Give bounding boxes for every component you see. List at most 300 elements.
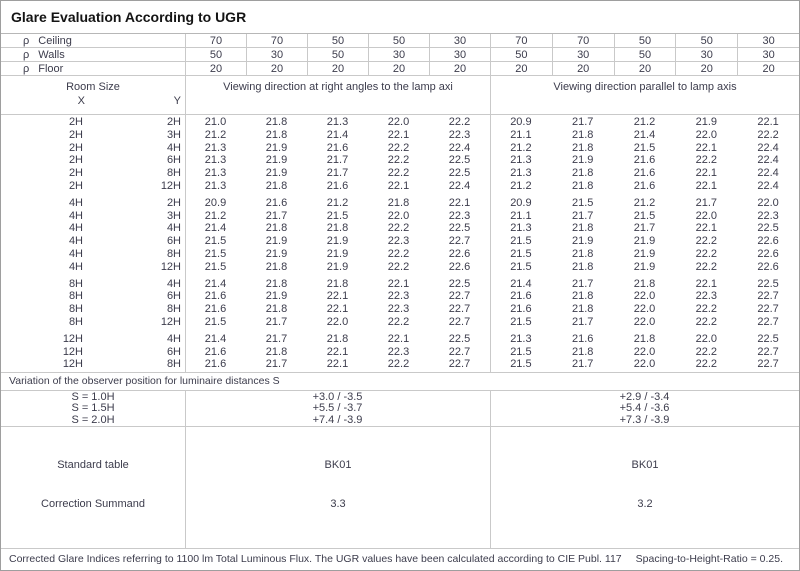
ugr-value-parallel: 21.2: [510, 179, 532, 192]
ugr-row: [1, 278, 799, 291]
spacing-label: S = 2.0H: [71, 413, 115, 426]
ugr-value-parallel: 22.6: [757, 260, 779, 273]
ugr-table-body: [1, 116, 799, 371]
ugr-value-right-angles: 21.3: [204, 154, 227, 167]
room-size-x: 4H: [68, 235, 83, 248]
room-size-x: 4H: [68, 260, 83, 273]
ugr-value-right-angles: 21.2: [204, 128, 227, 141]
ugr-value-parallel: 21.7: [633, 222, 656, 235]
correction-summand-value: 3.2: [637, 498, 653, 510]
ugr-value-right-angles: 22.1: [387, 277, 410, 290]
ugr-value-right-angles: 21.5: [204, 235, 227, 248]
room-size-y: 8H: [166, 303, 181, 316]
ugr-data-area: [1, 115, 799, 373]
ugr-value-right-angles: 21.9: [326, 247, 349, 260]
ugr-value-right-angles: 21.8: [265, 260, 288, 273]
ugr-value-parallel: 21.3: [510, 332, 532, 345]
room-size-label: Room Size: [66, 81, 120, 93]
room-size-y: 2H: [166, 116, 181, 128]
reflectance-value: 30: [429, 34, 490, 47]
room-size-x: 4H: [68, 196, 83, 209]
room-size-y: 8H: [166, 167, 181, 180]
page-title: Glare Evaluation According to UGR: [11, 9, 247, 25]
ugr-value-parallel: 21.9: [571, 235, 594, 248]
ugr-value-right-angles: 22.3: [387, 290, 410, 303]
ugr-value-right-angles: 22.1: [387, 332, 410, 345]
reflectance-value: 20: [490, 62, 552, 75]
ugr-value-parallel: 22.7: [757, 315, 779, 328]
ugr-value-parallel: 21.5: [510, 247, 532, 260]
ugr-value-right-angles: 22.4: [448, 141, 471, 154]
ugr-value-parallel: 22.3: [757, 209, 779, 222]
ugr-value-right-angles: 21.8: [265, 222, 288, 235]
ugr-value-right-angles: 21.6: [326, 141, 349, 154]
ugr-value-parallel: 22.2: [695, 303, 717, 316]
ugr-value-right-angles: 22.7: [448, 358, 471, 371]
room-size-x: 12H: [62, 358, 83, 371]
ugr-value-parallel: 22.0: [633, 290, 656, 303]
room-size-y: 8H: [166, 358, 181, 371]
ugr-value-parallel: 21.2: [633, 116, 656, 128]
ugr-value-parallel: 22.2: [695, 315, 717, 328]
spacing-label: S = 1.5H: [71, 402, 115, 415]
ugr-value-parallel: 20.9: [510, 196, 532, 209]
column-divider: [185, 391, 186, 426]
reflectance-value: 50: [368, 34, 429, 47]
ugr-value-parallel: 22.2: [757, 128, 779, 141]
ugr-value-parallel: 21.6: [510, 290, 532, 303]
correction-summand-label: Correction Summand: [41, 498, 145, 510]
footer-note-bar: [1, 549, 799, 569]
reflectance-value: 20: [675, 62, 737, 75]
ugr-value-right-angles: 21.7: [265, 358, 288, 371]
reflectance-value: 20: [429, 62, 490, 75]
ugr-value-parallel: 22.2: [695, 260, 717, 273]
room-size-x: 2H: [68, 154, 83, 167]
reflectance-value: 50: [307, 34, 368, 47]
ugr-value-right-angles: 21.7: [326, 154, 349, 167]
ugr-value-right-angles: 21.6: [265, 196, 288, 209]
reflectance-value: 70: [490, 34, 552, 47]
ugr-row: [1, 180, 799, 193]
room-size-x: 4H: [68, 209, 83, 222]
ugr-value-right-angles: 22.6: [448, 260, 471, 273]
reflectance-value: 30: [429, 48, 490, 61]
ugr-value-parallel: 21.5: [633, 209, 656, 222]
ugr-value-parallel: 22.2: [695, 235, 717, 248]
ugr-value-parallel: 22.4: [757, 167, 779, 180]
ugr-value-parallel: 21.9: [633, 260, 656, 273]
reflectance-value: 50: [185, 48, 246, 61]
ugr-value-parallel: 22.4: [757, 154, 779, 167]
ugr-value-parallel: 21.3: [510, 222, 532, 235]
ugr-value-parallel: 22.0: [633, 303, 656, 316]
ugr-value-parallel: 21.5: [633, 141, 656, 154]
reflectance-value: 30: [675, 48, 737, 61]
room-size-y: 6H: [166, 345, 181, 358]
rho-symbol: ρ: [23, 48, 30, 61]
reflectance-value: 20: [185, 62, 246, 75]
ugr-value-parallel: 20.9: [510, 116, 532, 128]
room-size-x: 2H: [68, 116, 83, 128]
ugr-row: [1, 346, 799, 359]
room-size-x: 8H: [68, 277, 83, 290]
standard-table-value: BK01: [631, 459, 659, 471]
ugr-value-parallel: 21.8: [571, 345, 594, 358]
ugr-value-right-angles: 22.2: [387, 141, 410, 154]
surface-name: Ceiling: [38, 34, 72, 47]
room-size-y: 3H: [166, 209, 181, 222]
reflectance-row: [1, 48, 799, 62]
ugr-value-parallel: 22.6: [757, 235, 779, 248]
ugr-value-parallel: 21.7: [571, 315, 594, 328]
ugr-value-parallel: 21.4: [510, 277, 532, 290]
ugr-value-parallel: 21.8: [571, 128, 594, 141]
ugr-row: [1, 303, 799, 316]
ugr-value-right-angles: 22.7: [448, 235, 471, 248]
reflectance-value: 30: [246, 48, 307, 61]
reflectance-value: 50: [614, 34, 676, 47]
ugr-value-right-angles: 22.0: [326, 315, 349, 328]
ugr-value-parallel: 21.9: [633, 235, 656, 248]
ugr-value-right-angles: 22.2: [387, 222, 410, 235]
variation-value-parallel: +2.9 / -3.4: [619, 391, 670, 403]
ugr-value-parallel: 21.4: [633, 128, 656, 141]
ugr-value-right-angles: 21.4: [204, 332, 227, 345]
ugr-value-parallel: 22.1: [695, 167, 717, 180]
ugr-value-right-angles: 22.1: [448, 196, 471, 209]
reflectance-value: 70: [185, 34, 246, 47]
rho-symbol: ρ: [23, 62, 30, 75]
ugr-value-parallel: 22.4: [757, 141, 779, 154]
ugr-value-parallel: 21.5: [510, 260, 532, 273]
ugr-value-right-angles: 21.9: [326, 260, 349, 273]
room-size-x: 8H: [68, 315, 83, 328]
ugr-value-parallel: 21.6: [633, 179, 656, 192]
footer-ratio: Spacing-to-Height-Ratio = 0.25.: [635, 553, 784, 565]
ugr-value-parallel: 22.1: [695, 179, 717, 192]
correction-summand-value: 3.3: [330, 498, 346, 510]
reflectance-value: 30: [368, 48, 429, 61]
ugr-row: [1, 142, 799, 155]
reflectance-label: [1, 49, 185, 61]
ugr-value-right-angles: 22.2: [387, 247, 410, 260]
reflectance-value: 50: [490, 48, 552, 61]
ugr-value-parallel: 21.3: [510, 167, 532, 180]
room-size-x: 8H: [68, 303, 83, 316]
ugr-value-parallel: 21.5: [510, 345, 532, 358]
ugr-row: [1, 290, 799, 303]
room-size-y: 12H: [160, 315, 181, 328]
ugr-row: [1, 116, 799, 129]
ugr-value-parallel: 22.7: [757, 358, 779, 371]
reflectance-value: 20: [368, 62, 429, 75]
ugr-row: [1, 222, 799, 235]
column-divider: [490, 115, 491, 372]
y-column-label: Y: [173, 95, 181, 107]
variation-note: Variation of the observer position for luminaire distances S: [1, 373, 799, 391]
rho-symbol: ρ: [23, 34, 30, 47]
ugr-value-right-angles: 20.9: [204, 196, 227, 209]
ugr-value-right-angles: 22.5: [448, 277, 471, 290]
ugr-value-right-angles: 22.3: [448, 128, 471, 141]
ugr-value-parallel: 21.2: [633, 196, 656, 209]
ugr-value-parallel: 21.9: [695, 116, 717, 128]
ugr-row: [1, 248, 799, 261]
variation-value-right-angles: +5.5 / -3.7: [312, 402, 363, 415]
ugr-value-parallel: 21.5: [510, 358, 532, 371]
room-size-x: 8H: [68, 290, 83, 303]
ugr-value-right-angles: 21.8: [265, 179, 288, 192]
ugr-value-parallel: 22.2: [695, 345, 717, 358]
surface-name: Walls: [38, 48, 65, 61]
ugr-value-right-angles: 21.8: [265, 277, 288, 290]
ugr-value-parallel: 21.8: [571, 303, 594, 316]
room-size-header: [1, 76, 185, 114]
ugr-value-parallel: 21.8: [571, 222, 594, 235]
ugr-row: [1, 316, 799, 329]
observer-variation-rows: [1, 392, 799, 426]
room-size-y: 12H: [160, 260, 181, 273]
ugr-row: [1, 261, 799, 274]
ugr-value-parallel: 21.5: [510, 235, 532, 248]
room-size-y: 4H: [166, 141, 181, 154]
ugr-value-right-angles: 21.8: [326, 332, 349, 345]
ugr-value-right-angles: 22.4: [448, 179, 471, 192]
spacing-label: S = 1.0H: [71, 391, 115, 403]
ugr-value-right-angles: 21.9: [265, 167, 288, 180]
surface-name: Floor: [38, 62, 64, 75]
ugr-value-parallel: 22.0: [633, 345, 656, 358]
ugr-value-right-angles: 22.3: [448, 209, 471, 222]
ugr-value-right-angles: 22.7: [448, 315, 471, 328]
room-size-y: 6H: [166, 154, 181, 167]
ugr-value-parallel: 22.5: [757, 332, 779, 345]
ugr-value-right-angles: 21.6: [204, 358, 227, 371]
ugr-value-right-angles: 21.9: [265, 290, 288, 303]
room-size-x: 4H: [68, 247, 83, 260]
ugr-value-right-angles: 22.5: [448, 154, 471, 167]
ugr-value-right-angles: 22.2: [387, 260, 410, 273]
reflectance-value: 20: [307, 62, 368, 75]
ugr-value-right-angles: 21.7: [265, 209, 288, 222]
ugr-value-parallel: 22.1: [695, 141, 717, 154]
room-size-y: 6H: [166, 235, 181, 248]
summary-section: [1, 427, 799, 549]
xy-labels: [1, 95, 185, 107]
ugr-value-parallel: 21.9: [633, 247, 656, 260]
reflectance-value: 20: [246, 62, 307, 75]
ugr-value-right-angles: 21.7: [265, 332, 288, 345]
ugr-value-parallel: 22.7: [757, 345, 779, 358]
room-size-x: 2H: [68, 179, 83, 192]
ugr-value-right-angles: 22.7: [448, 303, 471, 316]
ugr-value-right-angles: 22.0: [387, 116, 410, 128]
reflectance-value: 20: [552, 62, 614, 75]
reflectance-label: [1, 35, 185, 47]
reflectance-value: 30: [737, 48, 799, 61]
x-column-label: X: [77, 95, 85, 107]
reflectance-value: 20: [614, 62, 676, 75]
ugr-value-right-angles: 22.2: [387, 167, 410, 180]
ugr-value-parallel: 22.3: [695, 290, 717, 303]
ugr-value-parallel: 22.7: [757, 303, 779, 316]
reflectance-value: 70: [552, 34, 614, 47]
ugr-value-parallel: 21.6: [571, 332, 594, 345]
ugr-value-parallel: 21.7: [571, 116, 594, 128]
ugr-value-parallel: 21.8: [633, 332, 656, 345]
standard-table-label: Standard table: [57, 459, 129, 471]
ugr-value-right-angles: 21.8: [265, 128, 288, 141]
ugr-value-parallel: 21.9: [571, 154, 594, 167]
reflectance-value: 30: [737, 34, 799, 47]
room-size-x: 12H: [62, 345, 83, 358]
reflectance-row: [1, 62, 799, 76]
reflectance-value: 50: [675, 34, 737, 47]
ugr-value-parallel: 21.8: [571, 290, 594, 303]
ugr-row: [1, 210, 799, 223]
ugr-value-parallel: 21.3: [510, 154, 532, 167]
ugr-value-right-angles: 22.2: [387, 315, 410, 328]
ugr-value-right-angles: 22.6: [448, 247, 471, 260]
ugr-value-right-angles: 21.5: [204, 247, 227, 260]
reflectance-value: 70: [246, 34, 307, 47]
ugr-value-parallel: 21.7: [571, 209, 594, 222]
table-header: [1, 76, 799, 115]
ugr-value-parallel: 21.8: [571, 167, 594, 180]
ugr-value-right-angles: 22.2: [387, 358, 410, 371]
ugr-row: [1, 154, 799, 167]
observer-variation-row: [1, 392, 799, 403]
room-size-y: 3H: [166, 128, 181, 141]
ugr-value-right-angles: 22.7: [448, 290, 471, 303]
ugr-value-right-angles: 21.3: [204, 141, 227, 154]
ugr-value-right-angles: 22.5: [448, 332, 471, 345]
ugr-value-right-angles: 21.2: [326, 196, 349, 209]
variation-value-right-angles: +7.4 / -3.9: [312, 413, 363, 426]
column-divider: [185, 115, 186, 372]
ugr-value-parallel: 21.1: [510, 128, 532, 141]
ugr-value-parallel: 21.6: [633, 154, 656, 167]
ugr-value-right-angles: 22.1: [326, 290, 349, 303]
ugr-value-parallel: 21.6: [633, 167, 656, 180]
variation-value-parallel: +7.3 / -3.9: [619, 413, 670, 426]
ugr-value-right-angles: 22.5: [448, 222, 471, 235]
ugr-value-right-angles: 21.4: [204, 222, 227, 235]
ugr-value-parallel: 21.8: [571, 260, 594, 273]
ugr-value-right-angles: 22.3: [387, 345, 410, 358]
ugr-value-parallel: 22.0: [633, 315, 656, 328]
ugr-value-right-angles: 21.9: [265, 141, 288, 154]
ugr-value-right-angles: 22.1: [326, 345, 349, 358]
ugr-value-right-angles: 21.7: [326, 167, 349, 180]
ugr-value-parallel: 21.5: [510, 315, 532, 328]
reflectance-value: 20: [737, 62, 799, 75]
room-size-x: 2H: [68, 128, 83, 141]
ugr-value-parallel: 22.1: [695, 277, 717, 290]
room-size-x: 2H: [68, 167, 83, 180]
ugr-value-parallel: 21.8: [571, 247, 594, 260]
footer-note: Corrected Glare Indices referring to 1100 lm Total Luminous Flux. The UGR values have been calculated according to CIE Publ. 117: [9, 553, 622, 565]
ugr-value-parallel: 21.8: [633, 277, 656, 290]
ugr-value-right-angles: 21.6: [204, 303, 227, 316]
ugr-value-right-angles: 21.9: [265, 154, 288, 167]
room-size-y: 4H: [166, 277, 181, 290]
ugr-value-right-angles: 22.1: [326, 303, 349, 316]
title-bar: [1, 1, 799, 34]
reflectance-label: [1, 63, 185, 75]
ugr-value-right-angles: 21.9: [265, 235, 288, 248]
ugr-value-right-angles: 22.1: [387, 128, 410, 141]
ugr-value-right-angles: 21.9: [265, 247, 288, 260]
room-size-y: 8H: [166, 247, 181, 260]
reflectance-value: 30: [552, 48, 614, 61]
room-size-y: 4H: [166, 222, 181, 235]
ugr-value-right-angles: 21.6: [204, 290, 227, 303]
ugr-row: [1, 129, 799, 142]
ugr-value-parallel: 22.0: [757, 196, 779, 209]
room-size-x: 12H: [62, 332, 83, 345]
reflectance-table: [1, 34, 799, 76]
ugr-value-parallel: 22.6: [757, 247, 779, 260]
summary-label-column: [1, 427, 185, 548]
room-size-y: 6H: [166, 290, 181, 303]
ugr-value-right-angles: 21.4: [204, 277, 227, 290]
ugr-value-parallel: 22.5: [757, 222, 779, 235]
ugr-value-right-angles: 21.0: [204, 116, 227, 128]
ugr-value-parallel: 22.1: [757, 116, 779, 128]
ugr-value-right-angles: 22.3: [387, 303, 410, 316]
ugr-value-parallel: 21.7: [571, 358, 594, 371]
ugr-row: [1, 167, 799, 180]
ugr-value-right-angles: 22.2: [387, 154, 410, 167]
ugr-value-right-angles: 22.1: [326, 358, 349, 371]
right-angles-group-header: Viewing direction at right angles to the lamp axi: [185, 76, 490, 114]
reflectance-value: 50: [614, 48, 676, 61]
ugr-value-right-angles: 21.8: [265, 303, 288, 316]
variation-value-right-angles: +3.0 / -3.5: [312, 391, 363, 403]
ugr-value-right-angles: 22.1: [387, 179, 410, 192]
ugr-value-right-angles: 22.0: [387, 209, 410, 222]
ugr-value-parallel: 22.4: [757, 179, 779, 192]
ugr-value-right-angles: 22.3: [387, 235, 410, 248]
ugr-value-right-angles: 21.6: [204, 345, 227, 358]
ugr-row: [1, 235, 799, 248]
ugr-value-right-angles: 21.8: [326, 277, 349, 290]
variation-value-parallel: +5.4 / -3.6: [619, 402, 670, 415]
room-size-y: 12H: [160, 179, 181, 192]
ugr-value-parallel: 21.6: [510, 303, 532, 316]
ugr-value-right-angles: 21.4: [326, 128, 349, 141]
room-size-x: 4H: [68, 222, 83, 235]
parallel-group-header: Viewing direction parallel to lamp axis: [490, 76, 799, 114]
ugr-value-parallel: 22.7: [757, 290, 779, 303]
ugr-row: [1, 358, 799, 371]
observer-variation-row: [1, 403, 799, 414]
ugr-value-right-angles: 22.5: [448, 167, 471, 180]
ugr-value-right-angles: 21.8: [265, 116, 288, 128]
ugr-value-parallel: 21.8: [571, 179, 594, 192]
ugr-value-parallel: 21.2: [510, 141, 532, 154]
ugr-value-parallel: 21.5: [571, 196, 594, 209]
ugr-value-parallel: 22.2: [695, 154, 717, 167]
ugr-value-parallel: 21.1: [510, 209, 532, 222]
reflectance-value: 50: [307, 48, 368, 61]
observer-variation-section: [1, 391, 799, 427]
ugr-value-parallel: 21.8: [571, 141, 594, 154]
ugr-row: [1, 197, 799, 210]
room-size-x: 2H: [68, 141, 83, 154]
